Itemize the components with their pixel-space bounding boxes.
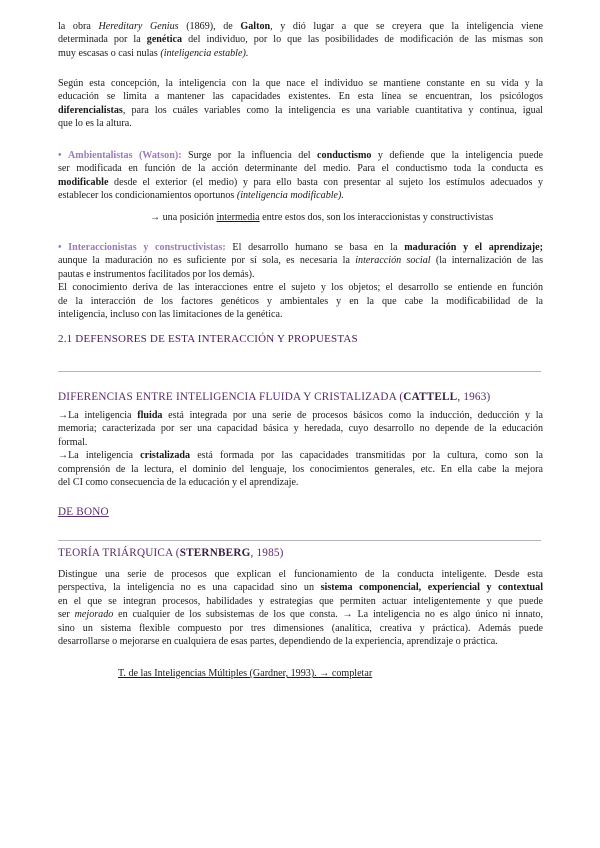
text-line: determinada por la genética del individuo, por lo que las posibilidades de modificación de las mismas son: [58, 34, 543, 46]
bullet-icon: •: [58, 150, 62, 161]
section-label-interaccionistas: Interaccionistas y constructivistas:: [68, 242, 226, 253]
text-line: memoria; caracterizada por ser una capacidad básica y heredada, cuyo desarrollo no depende de la educación: [58, 423, 543, 435]
text-line: ser mejorado en cualquier de los subsistemas de los que consta. → La inteligencia no es algo único ni innato,: [58, 609, 543, 621]
text-line: comprensión de la lectura, el dominio del lenguaje, los conocimientos generales, etc. En ella cabe la mejora: [58, 463, 543, 475]
section-heading-2-1: 2.1 DEFENSORES DE ESTA INTERACCIÓN Y PROPUESTAS: [58, 333, 358, 345]
bullet-icon: •: [58, 242, 62, 253]
text-line: • Interaccionistas y constructivistas: El desarrollo humano se basa en la maduración y el aprendizaje;: [58, 242, 543, 253]
text-line: del CI como consecuencia de la educación y el aprendizaje.: [58, 477, 299, 489]
paragraph-galton: [58, 20, 543, 60]
text-line: →La inteligencia cristalizada está formada por las capacidades transmitidas por la cultura, como son la: [58, 450, 543, 462]
text-line: Según esta concepción, la inteligencia con la que nace el individuo se mantiene constante en su vida y la: [58, 78, 543, 89]
text-line: la obra Hereditary Genius (1869), de Galton, y dió lugar a que se creyera que la inteligencia viene: [58, 21, 543, 32]
paragraph-intermedia: [150, 211, 550, 224]
text-line: formal.: [58, 436, 88, 448]
text-line: → una posición intermedia entre estos dos, son los interaccionistas y constructivistas: [150, 212, 494, 223]
text-line: ser modificada en función de la acción determinante del medio. Para el conductismo toda la conducta es: [58, 163, 543, 175]
text-line: El conocimiento deriva de las interacciones entre el sujeto y los objetos; el desarrollo se entiende en función: [58, 282, 543, 294]
text-line: que lo es la altura.: [58, 118, 132, 130]
text-line: →La inteligencia fluida está integrada por una serie de procesos básicos como la inducción, deducción y la: [58, 410, 544, 421]
text-line: en el que se integran procesos, habilidades y estrategias que permiten actuar inteligentemente y que puede: [58, 595, 543, 607]
text-line: Distingue una serie de procesos que explican el funcionamiento de la conducta inteligente. Desde esta: [58, 569, 543, 580]
text-line: inteligencia, incluso con las limitaciones de la genética.: [58, 309, 283, 321]
paragraph-cattell: [58, 409, 543, 489]
text-line: diferencialistas, para los cuáles variables como la inteligencia es una variable cuantitativa y continua, igual: [58, 104, 543, 116]
section-label-ambientalistas: Ambientalistas (Watson):: [68, 150, 182, 161]
text-line: • Ambientalistas (Watson): Surge por la influencia del conductismo y defiende que la inteligencia puede: [58, 150, 543, 161]
text-line: desarrollarse o mejorarse en cualquiera de esas partes, dependiendo de la experiencia, aprendizaje o práctica.: [58, 636, 498, 648]
text-line: modificable desde el exterior (el medio) y para ello basta con presentar al sujeto los estímulos adecuados y: [58, 176, 543, 188]
divider: [58, 371, 541, 372]
gardner-note: T. de las Inteligencias Múltiples (Gardner, 1993). → completar: [118, 668, 373, 679]
text-line: aunque la maduración no es suficiente por sí sola, es necesaria la interacción social (la internalización de las: [58, 255, 543, 267]
paragraph-ambientalistas: [58, 149, 543, 203]
text-line: educación se limita a mantener las capacidades existentes. En esta línea se encuentran, los psicólogos: [58, 91, 543, 103]
section-heading-cattell: DIFERENCIAS ENTRE INTELIGENCIA FLUIDA Y CRISTALIZADA (CATTELL, 1963): [58, 391, 491, 403]
text-line: pautas e instrumentos facilitados por los demás).: [58, 268, 255, 280]
text-line: perspectiva, la inteligencia no es una capacidad sino un sistema componencial, experiencial y contextual: [58, 582, 543, 594]
divider: [58, 540, 541, 541]
paragraph-sternberg: [58, 568, 543, 648]
text-line: sino un sistema flexible compuesto por tres dimensiones (analítica, creativa y práctica). Además puede: [58, 622, 543, 634]
section-heading-de-bono: DE BONO: [58, 506, 109, 518]
paragraph-interaccionistas: [58, 241, 543, 321]
text-line: de la interacción de los factores genéticos y ambientales y en la que cabe la modificabilidad de la: [58, 295, 543, 307]
paragraph-concepcion: [58, 77, 543, 131]
text-line: establecer los condicionamientos oportunos (inteligencia modificable).: [58, 190, 344, 202]
section-heading-sternberg: TEORÍA TRIÁRQUICA (STERNBERG, 1985): [58, 547, 284, 559]
text-line: muy escasas o casi nulas (inteligencia estable).: [58, 47, 249, 59]
